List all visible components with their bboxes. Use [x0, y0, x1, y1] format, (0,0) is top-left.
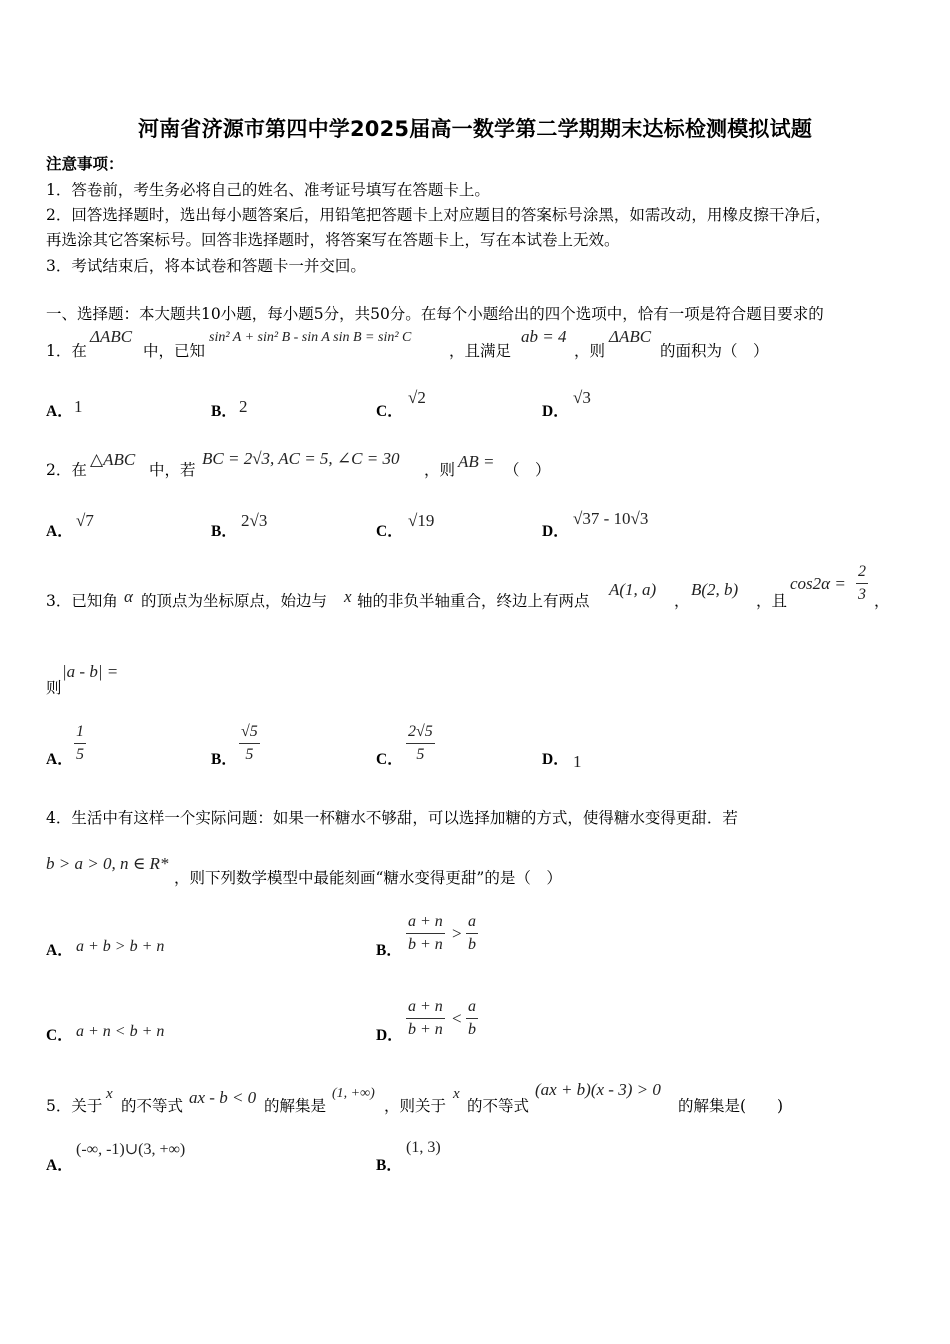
q2-text-1: 中，若 — [149, 461, 196, 479]
q3-math-x: x — [344, 587, 352, 606]
q2-text-3: （ ） — [504, 461, 551, 479]
q3-line2-text: 则 — [46, 679, 62, 697]
question-4-line-1: 4．生活中有这样一个实际问题：如果一杯糖水不够甜，可以选择加糖的方式，使得糖水变得更甜．若 — [46, 809, 738, 827]
q4-option-d-fraction-left — [406, 997, 445, 1040]
notice-item-2-cont: 再选涂其它答案标号。回答非选择题时，将答案写在答题卡上，写在本试卷上无效。 — [46, 231, 620, 249]
q4-option-d-den2: b — [468, 1021, 476, 1038]
notice-item-1: 1．答卷前，考生务必将自己的姓名、准考证号填写在答题卡上。 — [46, 181, 490, 199]
q3-option-c-value — [406, 722, 435, 765]
q3-math-fraction — [856, 562, 868, 605]
q2-num: 2．在 — [46, 461, 87, 479]
q3-math-cos: cos2α = — [790, 574, 846, 593]
q2-option-a-value: √7 — [76, 511, 94, 530]
q1-math-equation: sin² A + sin² B - sin A sin B = sin² C — [209, 330, 412, 345]
q4-option-d-den: b + n — [408, 1021, 443, 1038]
notice-item-3: 3．考试结束后，将本试卷和答题卡一并交回。 — [46, 257, 366, 275]
q4-option-b-den: b + n — [408, 936, 443, 953]
q3-option-a-label[interactable]: A． — [46, 751, 73, 768]
q5-math-x-2: x — [453, 1086, 460, 1102]
q2-option-c-value: √19 — [408, 511, 435, 530]
q3-text-3: ， — [674, 592, 690, 610]
q3-option-a-den: 5 — [76, 746, 84, 763]
q5-text-5: 的解集是( ) — [678, 1097, 784, 1115]
q2-option-d-value: √37 - 10√3 — [573, 509, 649, 528]
q3-text-2: 轴的非负半轴重合，终边上有两点 — [357, 592, 590, 610]
q2-option-b-value: 2√3 — [241, 511, 268, 530]
q2-math-triangle: △ABC — [90, 450, 136, 469]
q4-option-b-num: a + n — [406, 912, 445, 934]
q1-option-c-label[interactable]: C． — [376, 403, 403, 420]
q4-option-b-num2: a — [466, 912, 478, 934]
q5-text-1: 的不等式 — [121, 1097, 184, 1115]
q4-option-b-fraction-right — [466, 912, 478, 955]
q3-fraction-den: 3 — [858, 586, 866, 603]
q4-options-row-2 — [46, 995, 746, 1045]
q4-option-a-label[interactable]: A． — [46, 942, 73, 959]
q5-option-b-value: (1, 3) — [406, 1139, 441, 1156]
q4-option-d-fraction-right — [466, 997, 478, 1040]
q3-option-c-den: 5 — [416, 746, 425, 763]
q1-option-b-value: 2 — [239, 397, 248, 416]
section-heading: 一、选择题：本大题共10小题，每小题5分，共50分。在每个小题给出的四个选项中，恰有一项是符合题目要求的 — [46, 305, 824, 323]
q3-math-point-b: B(2, b) — [691, 580, 739, 599]
q4-options-row-1 — [46, 910, 746, 960]
q1-option-d-value: √3 — [573, 388, 591, 407]
q4-option-a-value: a + b > b + n — [76, 938, 165, 955]
q3-text-1: 的顶点为坐标原点，始边与 — [141, 592, 328, 610]
q1-math-triangle: ΔABC — [90, 327, 133, 346]
q3-option-b-den: 5 — [245, 746, 254, 763]
q2-option-d-label[interactable]: D． — [542, 523, 569, 540]
q4-option-b-op: > — [452, 924, 462, 943]
q4-option-c-value: a + n < b + n — [76, 1023, 165, 1040]
notice-item-2: 2．回答选择题时，选出每小题答案后，用铅笔把答题卡上对应题目的答案标号涂黑，如需改动，用橡皮擦干净后， — [46, 206, 831, 224]
q2-option-b-label[interactable]: B． — [211, 523, 237, 540]
q1-text-1: 中，已知 — [143, 342, 206, 360]
q5-math-interval: (1, +∞) — [332, 1086, 375, 1101]
q3-option-a-num: 1 — [74, 722, 86, 744]
question-5 — [46, 1080, 906, 1115]
q5-math-inequality-2: (ax + b)(x - 3) > 0 — [535, 1080, 661, 1099]
q5-option-b-label[interactable]: B． — [376, 1157, 402, 1174]
q3-math-point-a: A(1, a) — [609, 580, 657, 599]
q2-text-2: ，则 — [424, 461, 456, 479]
notice-heading: 注意事项： — [46, 155, 124, 173]
q1-text-4: 的面积为（ ） — [660, 342, 769, 360]
q5-text-3: ，则关于 — [384, 1097, 447, 1115]
q3-option-a-value — [74, 722, 86, 765]
q3-math-alpha: α — [124, 587, 133, 606]
q5-num: 5．关于 — [46, 1097, 103, 1115]
q5-option-a-value: (-∞, -1)∪(3, +∞) — [76, 1141, 186, 1158]
q4-option-b-fraction-left — [406, 912, 445, 955]
q1-text-2: ，且满足 — [449, 342, 512, 360]
q2-option-a-label[interactable]: A． — [46, 523, 73, 540]
q1-option-b-label[interactable]: B． — [211, 403, 237, 420]
q3-num: 3．已知角 — [46, 592, 118, 610]
q5-options — [46, 1135, 746, 1175]
q1-option-d-label[interactable]: D． — [542, 403, 569, 420]
q4-math-condition: b > a > 0, n ∈ R* — [46, 854, 169, 873]
q3-fraction-num: 2 — [856, 562, 868, 584]
q3-option-b-num: √5 — [239, 722, 260, 744]
q3-option-d-label[interactable]: D． — [542, 751, 569, 768]
q1-option-c-value: √2 — [408, 388, 426, 407]
q3-option-c-num: 2√5 — [406, 722, 435, 744]
q4-option-d-label[interactable]: D． — [376, 1027, 403, 1044]
q4-option-d-num2: a — [466, 997, 478, 1019]
q4-text-1: ，则下列数学模型中最能刻画“糖水变得更甜”的是（ ） — [174, 869, 562, 887]
q4-option-c-label[interactable]: C． — [46, 1027, 73, 1044]
q1-num: 1．在 — [46, 342, 87, 360]
q1-option-a-label[interactable]: A． — [46, 403, 73, 420]
q3-option-c-label[interactable]: C． — [376, 751, 403, 768]
q2-options — [46, 505, 746, 540]
q5-option-a-label[interactable]: A． — [46, 1157, 73, 1174]
q3-option-d-value: 1 — [573, 752, 582, 771]
q5-math-x: x — [106, 1086, 113, 1102]
q5-math-inequality: ax - b < 0 — [189, 1088, 257, 1107]
q3-text-4: ，且 — [756, 592, 788, 610]
q1-math-ab: ab = 4 — [521, 327, 567, 346]
question-3 — [46, 562, 906, 612]
q1-math-triangle-2: ΔABC — [609, 327, 652, 346]
q2-option-c-label[interactable]: C． — [376, 523, 403, 540]
q1-option-a-value: 1 — [74, 397, 83, 416]
q4-option-b-den2: b — [468, 936, 476, 953]
q3-options — [46, 720, 746, 770]
q3-math-abs: |a - b| = — [62, 662, 119, 681]
q2-math-given: BC = 2√3, AC = 5, ∠C = 30 — [202, 449, 400, 468]
q3-option-b-value — [239, 722, 260, 765]
q1-options — [46, 385, 746, 420]
q2-math-ab: AB = — [458, 452, 495, 471]
q3-option-b-label[interactable]: B． — [211, 751, 237, 768]
page-title: 河南省济源市第四中学2025届高一数学第二学期期末达标检测模拟试题 — [137, 117, 813, 141]
q4-option-d-num: a + n — [406, 997, 445, 1019]
q5-text-2: 的解集是 — [264, 1097, 327, 1115]
q5-text-4: 的不等式 — [467, 1097, 530, 1115]
q4-option-b-label[interactable]: B． — [376, 942, 402, 959]
q4-option-d-op: < — [452, 1009, 462, 1028]
q3-text-5: ， — [874, 592, 890, 610]
q1-text-3: ，则 — [574, 342, 606, 360]
